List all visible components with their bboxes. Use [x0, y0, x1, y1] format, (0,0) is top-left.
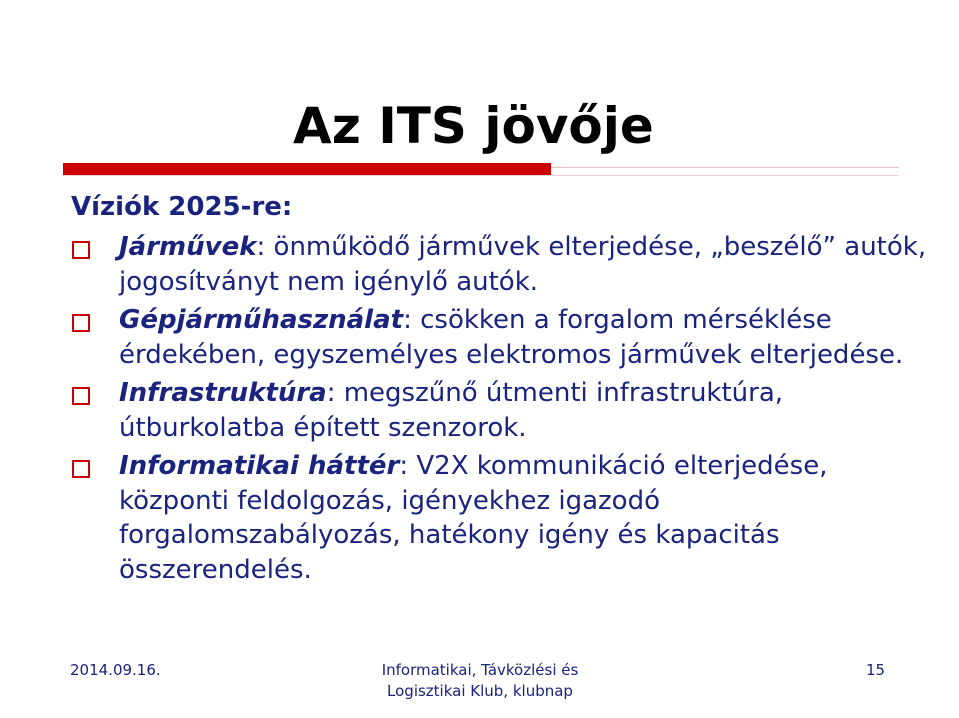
bullet-separator: :: [403, 305, 421, 335]
bullet-it-background: [72, 449, 942, 587]
bullet-term: Gépjárműhasználat: [119, 305, 404, 335]
footer-organization: [360, 660, 600, 702]
page-number: 15: [866, 661, 886, 679]
title-underline-thin: [551, 167, 899, 168]
bullet-term: Járművek: [119, 232, 257, 262]
title-underline-shadow: [63, 175, 899, 176]
section-heading: Víziók 2025-re:: [71, 192, 293, 222]
bullet-separator: :: [256, 232, 274, 262]
footer-date: 2014.09.16.: [70, 661, 161, 679]
footer-org-line: Informatikai, Távközlési és: [381, 661, 579, 679]
bullet-separator: :: [399, 451, 417, 481]
bullet-vehicles: [72, 230, 942, 299]
bullet-infrastructure: [72, 376, 942, 445]
square-bullet-icon: [72, 460, 90, 478]
bullet-term: Informatikai háttér: [119, 451, 400, 481]
bullet-separator: :: [326, 378, 344, 408]
bullet-text: csökken a forgalom mérséklése érdekében, egyszemélyes elektromos járművek elterjedése.: [119, 305, 904, 370]
bullet-text: V2X kommunikáció elterjedése, központi feldolgozás, igényekhez igazodó forgalomszabályozás, hatékony igény és kapacitás összerendelés.: [119, 451, 828, 585]
square-bullet-icon: [72, 314, 90, 332]
bullet-text: megszűnő útmenti infrastruktúra, útburkolatba épített szenzorok.: [119, 378, 784, 443]
footer-org-line: Logisztikai Klub, klubnap: [387, 682, 573, 700]
bullet-list: [72, 230, 942, 591]
bullet-vehicle-usage: [72, 303, 942, 372]
bullet-term: Infrastruktúra: [119, 378, 327, 408]
square-bullet-icon: [72, 387, 90, 405]
slide-title: Az ITS jövője: [293, 97, 654, 155]
bullet-text: önműködő járművek elterjedése, „beszélő” autók, jogosítványt nem igénylő autók.: [119, 232, 927, 297]
title-underline-accent: [63, 163, 551, 175]
square-bullet-icon: [72, 241, 90, 259]
